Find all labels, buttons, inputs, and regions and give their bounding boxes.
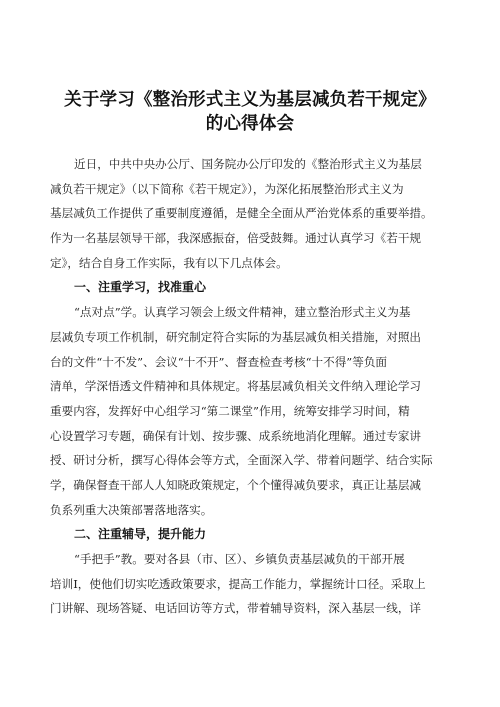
- body-line: 减负若干规定》（以下简称《若干规定》），为深化拓展整治形式主义为: [50, 181, 404, 196]
- body-line: 层减负专项工作机制，研究制定符合实际的为基层减负相关措施，对照出: [50, 329, 422, 344]
- body-line: 培训I，使他们切实吃透政策要求，提高工作能力，掌握统计口径。采取上: [50, 576, 426, 591]
- body-line: 门讲解、现场答疑、电话回访等方式，带着辅导资料，深入基层一线，详: [50, 601, 422, 616]
- section-heading: 二、注重辅导，提升能力: [74, 527, 207, 542]
- body-line: 重要内容，发挥好中心组学习“第二课堂”作用，统筹安排学习时间，精: [50, 403, 410, 418]
- body-line: 学，确保督查干部人人知晓政策规定，个个懂得减负要求，真正让基层减: [50, 477, 422, 492]
- document-body: [50, 152, 460, 621]
- body-line: 清单，学深悟透文件精神和具体规定。将基层减负相关文件纳入理论学习: [50, 379, 422, 394]
- body-line: 授、研讨分析，撰写心得体会等方式，全面深入学、带着问题学、结合实际: [50, 453, 433, 468]
- document-title-line-2: 的心得体会: [205, 114, 295, 134]
- body-line: 定》，结合自身工作实际，我有以下几点体会。: [50, 255, 288, 270]
- body-line: “点对点”学。认真学习领会上级文件精神，建立整治形式主义为基: [74, 305, 411, 320]
- body-line: 作为一名基层领导干部，我深感振奋，倍受鼓舞。通过认真学习《若干规: [50, 231, 422, 246]
- body-line: 基层减负工作提供了重要制度遵循，是健全全面从严治党体系的重要举措。: [50, 206, 433, 221]
- body-line: 心设置学习专题，确保有计划、按步骤、成系统地消化理解。通过专家讲: [50, 428, 422, 443]
- body-line: 负系列重大决策部署落地落实。: [50, 502, 213, 517]
- body-line: 近日，中共中央办公厅、国务院办公厅印发的《整治形式主义为基层: [74, 157, 422, 171]
- body-line: “手把手”教。要对各县（市、区）、乡镇负责基层减负的干部开展: [74, 552, 405, 566]
- section-heading: 一、注重学习，找准重心: [74, 280, 207, 295]
- document-title-line-1: 关于学习《整治形式主义为基层减负若干规定》: [64, 90, 436, 110]
- body-line: 台的文件“十不发”、会议“十不开”、督查检查考核“十不得”等负面: [50, 354, 388, 369]
